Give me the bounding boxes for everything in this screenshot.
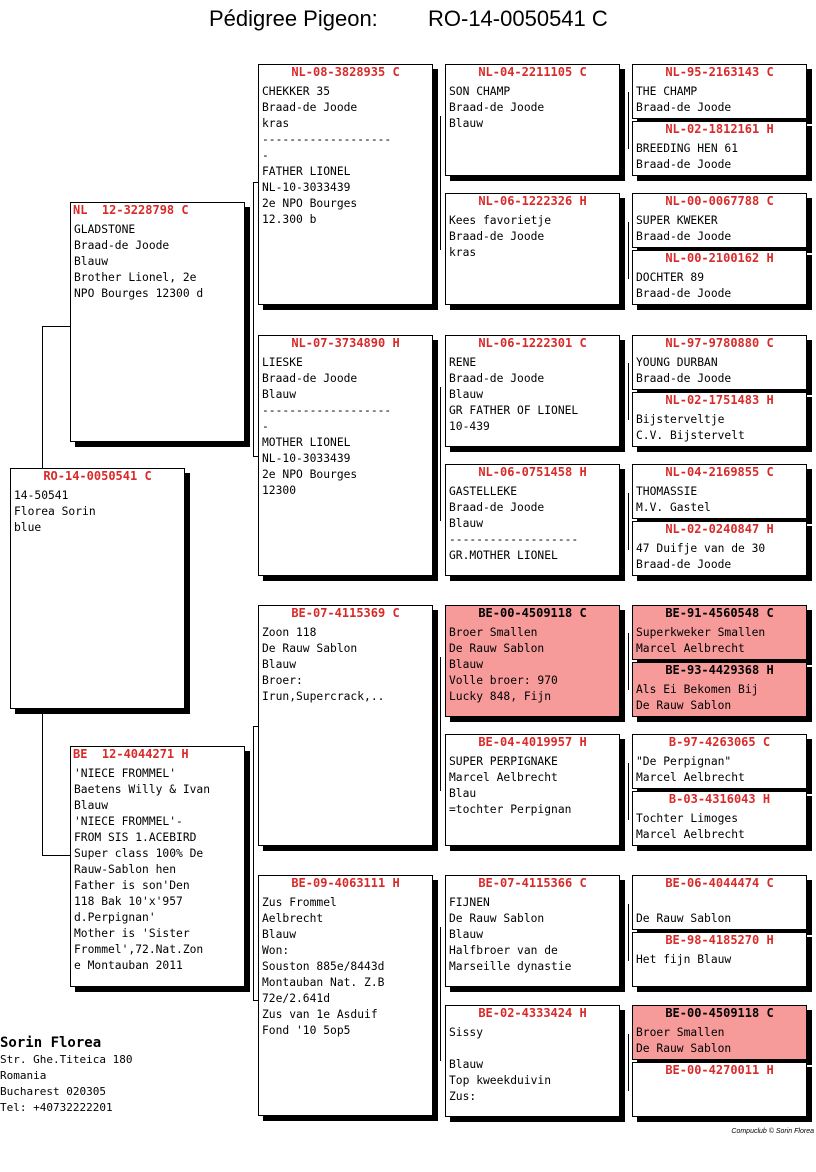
- owner-info: [0, 1034, 240, 1116]
- detail-line: SUPER PERPIGNAKE: [449, 755, 558, 768]
- detail-line: THOMASSIE: [636, 485, 698, 498]
- pigeon-card-subject[interactable]: [10, 468, 185, 709]
- ring-number: NL-97-9780880 C: [665, 336, 774, 350]
- detail-line: Zus van 1e Asduif: [262, 1008, 378, 1021]
- detail-line: 118 Bak 10'x'957: [74, 895, 183, 908]
- pigeon-card-gen3[interactable]: [445, 64, 620, 176]
- detail-line: Marseille dynastie: [449, 960, 572, 973]
- pigeon-details: [446, 81, 619, 132]
- detail-line: Montauban Nat. Z.B: [262, 976, 385, 989]
- detail-line: -------------------: [262, 133, 392, 146]
- detail-line: 72e/2.641d: [262, 992, 331, 1005]
- detail-line: Father is son'Den: [74, 879, 190, 892]
- detail-line: Zus Frommel: [262, 896, 337, 909]
- detail-line: Fond '10 5op5: [262, 1024, 351, 1037]
- pigeon-card-gen3[interactable]: [445, 875, 620, 987]
- pigeon-details: [446, 1022, 619, 1105]
- ring-number: NL-02-0240847 H: [665, 522, 774, 536]
- detail-line: Blauw: [449, 658, 484, 671]
- ring-number: BE-02-4333424 H: [478, 1006, 587, 1020]
- ring-number: BE-09-4063111 H: [291, 876, 400, 890]
- ring-number: B-97-4263065 C: [668, 735, 771, 749]
- detail-line: Rauw-Sablon hen: [74, 863, 177, 876]
- detail-line: Braad-de Joode: [636, 287, 732, 300]
- pigeon-card-gen4[interactable]: [632, 193, 807, 248]
- detail-line: Sissy: [449, 1026, 484, 1039]
- detail-line: Als Ei Bekomen Bij: [636, 683, 759, 696]
- connector-line: [440, 387, 441, 521]
- detail-line: De Rauw Sablon: [636, 1042, 732, 1055]
- connector-line: [628, 363, 629, 420]
- connector-line: [440, 657, 441, 791]
- detail-line: Braad-de Joode: [636, 558, 732, 571]
- pigeon-details: [633, 481, 806, 516]
- detail-line: De Rauw Sablon: [636, 699, 732, 712]
- connector-line: [440, 927, 441, 1061]
- pigeon-card-gen4[interactable]: [632, 521, 807, 576]
- detail-line: Braad-de Joode: [449, 501, 545, 514]
- ring-number: BE-06-4044474 C: [665, 876, 774, 890]
- detail-line: Bijsterveltje: [636, 413, 725, 426]
- pigeon-details: [633, 1022, 806, 1057]
- detail-line: Frommel',72.Nat.Zon: [74, 943, 204, 956]
- detail-line: Lucky 848, Fijn: [449, 690, 552, 703]
- pigeon-details: [633, 808, 806, 843]
- pigeon-details: [633, 138, 806, 173]
- pigeon-details: [446, 751, 619, 818]
- pigeon-card-gen3[interactable]: [445, 734, 620, 846]
- pigeon-card-gen3[interactable]: [445, 605, 620, 717]
- connector-line: [628, 633, 629, 690]
- pigeon-details: [259, 81, 432, 228]
- detail-line: Blauw: [74, 255, 109, 268]
- detail-line: 10-439: [449, 420, 490, 433]
- detail-line: Blauw: [262, 388, 297, 401]
- detail-line: Braad-de Joode: [262, 101, 358, 114]
- ring-number: NL-00-0067788 C: [665, 194, 774, 208]
- connector-line: [42, 855, 70, 856]
- pigeon-details: [633, 622, 806, 657]
- detail-line: GR FATHER OF LIONEL: [449, 404, 579, 417]
- detail-line: [636, 895, 806, 911]
- detail-line: 'NIECE FROMMEL': [74, 767, 177, 780]
- detail-line: Romania: [0, 1069, 47, 1082]
- title-label: Pédigree Pigeon:: [209, 6, 378, 31]
- detail-line: CHEKKER 35: [262, 85, 331, 98]
- connector-line: [42, 711, 43, 855]
- pigeon-details: [633, 892, 806, 927]
- detail-line: 2e NPO Bourges: [262, 468, 358, 481]
- detail-line: M.V. Gastel: [636, 501, 711, 514]
- detail-line: Souston 885e/8443d: [262, 960, 385, 973]
- detail-line: De Rauw Sablon: [262, 642, 358, 655]
- pigeon-card-gen4[interactable]: [632, 121, 807, 176]
- pigeon-details: [633, 949, 806, 968]
- pigeon-details: [259, 892, 432, 1039]
- pigeon-card-gen4[interactable]: [632, 734, 807, 789]
- pigeon-card-gen4[interactable]: [632, 662, 807, 717]
- detail-line: Broer Smallen: [636, 1026, 725, 1039]
- detail-line: De Rauw Sablon: [449, 642, 545, 655]
- detail-line: Mother is 'Sister: [74, 927, 190, 940]
- owner-address: [0, 1052, 240, 1116]
- connector-line: [42, 326, 70, 327]
- detail-line: Braad-de Joode: [449, 101, 545, 114]
- detail-line: Aelbrecht: [262, 912, 324, 925]
- ring-number: NL-04-2169855 C: [665, 465, 774, 479]
- detail-line: NL-10-3033439: [262, 181, 351, 194]
- ring-number: NL-08-3828935 C: [291, 65, 400, 79]
- detail-line: De Rauw Sablon: [636, 912, 732, 925]
- ring-number: NL-95-2163143 C: [665, 65, 774, 79]
- detail-line: Braad-de Joode: [636, 372, 732, 385]
- detail-line: DOCHTER 89: [636, 271, 705, 284]
- detail-line: -: [262, 420, 269, 433]
- detail-line: C.V. Bijstervelt: [636, 429, 745, 442]
- ring-number: NL-06-1222301 C: [478, 336, 587, 350]
- detail-line: SON CHAMP: [449, 85, 511, 98]
- detail-line: Het fijn Blauw: [636, 953, 732, 966]
- software-credit: Compuclub © Sorin Florea: [731, 1128, 814, 1135]
- pigeon-card-sire-dam[interactable]: [258, 335, 433, 576]
- detail-line: MOTHER LIONEL: [262, 436, 351, 449]
- detail-line: =tochter Perpignan: [449, 803, 572, 816]
- detail-line: Halfbroer van de: [449, 944, 558, 957]
- detail-line: Irun,Supercrack,..: [262, 690, 385, 703]
- pigeon-details: [259, 622, 432, 705]
- detail-line: blue: [14, 521, 42, 534]
- page-title: [0, 4, 816, 34]
- pigeon-details: [633, 538, 806, 573]
- detail-line: Blauw: [449, 388, 484, 401]
- pigeon-details: [633, 352, 806, 387]
- pigeon-details: [446, 210, 619, 261]
- detail-line: Top kweekduivin: [449, 1074, 552, 1087]
- ring-number: BE-07-4115366 C: [478, 876, 587, 890]
- detail-line: Braad-de Joode: [74, 239, 170, 252]
- pigeon-details: [446, 352, 619, 435]
- detail-line: Super class 100% De: [74, 847, 204, 860]
- ring-number: NL-02-1812161 H: [665, 122, 774, 136]
- detail-line: Broer Smallen: [449, 626, 538, 639]
- pigeon-card-gen4[interactable]: [632, 875, 807, 930]
- connector-line: [628, 763, 629, 820]
- pigeon-card-gen4[interactable]: [632, 791, 807, 846]
- detail-line: Zoon 118: [262, 626, 317, 639]
- ring-number: BE-04-4019957 H: [478, 735, 587, 749]
- connector-line: [440, 116, 441, 250]
- detail-line: RENE: [449, 356, 477, 369]
- ring-number: RO-14-0050541 C: [43, 469, 152, 483]
- detail-line: Zus:: [449, 1090, 477, 1103]
- detail-line: kras: [262, 117, 290, 130]
- detail-line: YOUNG DURBAN: [636, 356, 718, 369]
- ring-number: BE 12-4044271 H: [73, 747, 189, 761]
- detail-line: Braad-de Joode: [262, 372, 358, 385]
- detail-line: 2e NPO Bourges: [262, 197, 358, 210]
- detail-line: SUPER KWEKER: [636, 214, 718, 227]
- owner-name: Sorin Florea: [0, 1035, 102, 1051]
- pigeon-card-gen4[interactable]: [632, 1062, 807, 1117]
- connector-line: [42, 326, 43, 469]
- ring-number: BE-07-4115369 C: [291, 606, 400, 620]
- ring-number: NL 12-3228798 C: [73, 203, 189, 217]
- connector-line: [628, 493, 629, 550]
- pigeon-card-gen4[interactable]: [632, 605, 807, 660]
- detail-line: 14-50541: [14, 489, 69, 502]
- pigeon-card-gen4[interactable]: [632, 464, 807, 519]
- pigeon-card-gen4[interactable]: [632, 392, 807, 447]
- detail-line: 12.300 b: [262, 213, 317, 226]
- detail-line: Blauw: [449, 517, 484, 530]
- detail-line: Braad-de Joode: [449, 372, 545, 385]
- pigeon-details: [259, 352, 432, 499]
- detail-line: Tochter Limoges: [636, 812, 739, 825]
- pigeon-card-dam[interactable]: [70, 746, 245, 987]
- detail-line: LIESKE: [262, 356, 303, 369]
- connector-line: [628, 904, 629, 961]
- detail-line: Braad-de Joode: [636, 158, 732, 171]
- pigeon-details: [633, 409, 806, 444]
- detail-line: "De Perpignan": [636, 755, 732, 768]
- detail-line: -: [262, 149, 269, 162]
- detail-line: Bucharest 020305: [0, 1085, 106, 1098]
- connector-line: [628, 92, 629, 149]
- pigeon-details: [11, 485, 184, 536]
- pigeon-details: [633, 210, 806, 245]
- detail-line: Marcel Aelbrecht: [449, 771, 558, 784]
- detail-line: De Rauw Sablon: [449, 912, 545, 925]
- pigeon-details: [633, 1079, 806, 1082]
- detail-line: Blauw: [262, 658, 297, 671]
- detail-line: Braad-de Joode: [636, 230, 732, 243]
- detail-line: Superkweker Smallen: [636, 626, 766, 639]
- pigeon-card-sire-sire[interactable]: [258, 64, 433, 305]
- pigeon-card-sire[interactable]: [70, 202, 245, 442]
- detail-line: 12300: [262, 484, 297, 497]
- pigeon-card-gen3[interactable]: [445, 464, 620, 576]
- detail-line: NPO Bourges 12300 d: [74, 287, 204, 300]
- detail-line: GASTELLEKE: [449, 485, 518, 498]
- detail-line: e Montauban 2011: [74, 959, 183, 972]
- ring-number: B-03-4316043 H: [668, 792, 771, 806]
- detail-line: 'NIECE FROMMEL'-: [74, 815, 183, 828]
- pigeon-details: [446, 481, 619, 564]
- detail-line: FROM SIS 1.ACEBIRD: [74, 831, 197, 844]
- detail-line: FATHER LIONEL: [262, 165, 351, 178]
- detail-line: Str. Ghe.Titeica 180: [0, 1053, 133, 1066]
- detail-line: Marcel Aelbrecht: [636, 828, 745, 841]
- detail-line: BREEDING HEN 61: [636, 142, 739, 155]
- detail-line: Marcel Aelbrecht: [636, 642, 745, 655]
- pigeon-card-gen4[interactable]: [632, 932, 807, 987]
- detail-line: [449, 1041, 619, 1057]
- ring-number: BE-00-4509118 C: [478, 606, 587, 620]
- detail-line: NL-10-3033439: [262, 452, 351, 465]
- pigeon-details: [446, 622, 619, 705]
- ring-number: NL-06-0751458 H: [478, 465, 587, 479]
- pigeon-details: [71, 763, 244, 974]
- detail-line: GLADSTONE: [74, 223, 136, 236]
- detail-line: Marcel Aelbrecht: [636, 771, 745, 784]
- pigeon-card-gen4[interactable]: [632, 64, 807, 119]
- pigeon-card-dam-sire[interactable]: [258, 605, 433, 846]
- connector-line: [628, 1034, 629, 1091]
- pigeon-card-gen3[interactable]: [445, 1005, 620, 1117]
- detail-line: Tel: +40732222201: [0, 1101, 113, 1114]
- detail-line: kras: [449, 246, 477, 259]
- detail-line: FIJNEN: [449, 896, 490, 909]
- detail-line: Kees favorietje: [449, 214, 552, 227]
- pigeon-details: [446, 892, 619, 975]
- detail-line: Blauw: [449, 117, 484, 130]
- detail-line: -------------------: [449, 533, 579, 546]
- ring-number: BE-91-4560548 C: [665, 606, 774, 620]
- detail-line: Florea Sorin: [14, 505, 96, 518]
- detail-line: d.Perpignan': [74, 911, 156, 924]
- detail-line: Braad-de Joode: [636, 101, 732, 114]
- pigeon-details: [633, 679, 806, 714]
- ring-number: NL-04-2211105 C: [478, 65, 587, 79]
- pigeon-details: [71, 219, 244, 302]
- pigeon-card-gen4[interactable]: [632, 335, 807, 390]
- connector-line: [253, 182, 254, 456]
- ring-number: NL-00-2100162 H: [665, 251, 774, 265]
- ring-number: NL-06-1222326 H: [478, 194, 587, 208]
- pigeon-card-gen4[interactable]: [632, 1005, 807, 1060]
- detail-line: Blauw: [449, 1058, 484, 1071]
- ring-number: BE-98-4185270 H: [665, 933, 774, 947]
- ring-number: BE-00-4509118 C: [665, 1006, 774, 1020]
- pigeon-details: [633, 81, 806, 116]
- ring-number: BE-00-4270011 H: [665, 1063, 774, 1077]
- connector-line: [253, 726, 254, 1000]
- detail-line: THE CHAMP: [636, 85, 698, 98]
- ring-number: NL-02-1751483 H: [665, 393, 774, 407]
- pigeon-card-gen4[interactable]: [632, 250, 807, 305]
- pigeon-card-gen3[interactable]: [445, 335, 620, 447]
- ring-number: BE-93-4429368 H: [665, 663, 774, 677]
- detail-line: Blauw: [262, 928, 297, 941]
- detail-line: Won:: [262, 944, 290, 957]
- detail-line: Volle broer: 970: [449, 674, 558, 687]
- detail-line: Blauw: [449, 928, 484, 941]
- detail-line: -------------------: [262, 404, 392, 417]
- detail-line: GR.MOTHER LIONEL: [449, 549, 558, 562]
- detail-line: Blau: [449, 787, 477, 800]
- pigeon-card-gen3[interactable]: [445, 193, 620, 305]
- connector-line: [628, 222, 629, 279]
- detail-line: Brother Lionel, 2e: [74, 271, 197, 284]
- detail-line: Baetens Willy & Ivan: [74, 783, 211, 796]
- ring-number: NL-07-3734890 H: [291, 336, 400, 350]
- detail-line: Blauw: [74, 799, 109, 812]
- detail-line: Broer:: [262, 674, 303, 687]
- pigeon-details: [633, 751, 806, 786]
- detail-line: 47 Duifje van de 30: [636, 542, 766, 555]
- detail-line: Braad-de Joode: [449, 230, 545, 243]
- title-ring-number: RO-14-0050541 C: [428, 6, 608, 31]
- pigeon-card-dam-dam[interactable]: [258, 875, 433, 1116]
- pigeon-details: [633, 267, 806, 302]
